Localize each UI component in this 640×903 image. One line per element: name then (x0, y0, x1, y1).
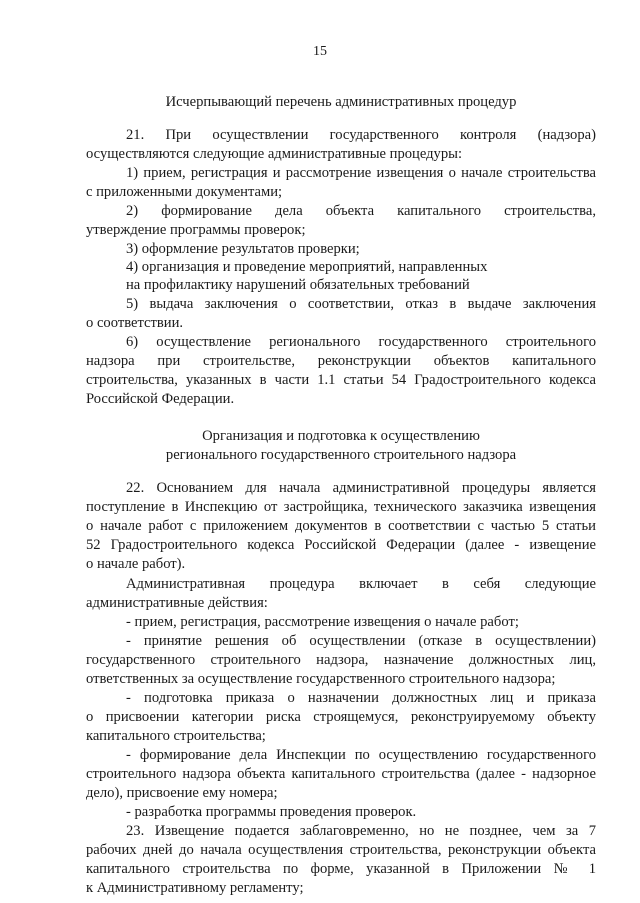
paragraph-line: утверждение программы проверок; (86, 222, 306, 238)
paragraph-line: 4) организация и проведение мероприятий, направленных (126, 259, 488, 275)
paragraph-line: о соответствии. (86, 315, 184, 331)
paragraph-line: на профилактику нарушений обязательных требований (126, 277, 470, 293)
paragraph-line: ответственных за осуществление государственного строительного надзора; (86, 671, 556, 687)
paragraph-line: дело), присвоение ему номера; (86, 785, 278, 801)
paragraph-line: 2) формирование дела объекта капитального строительства, (126, 203, 596, 219)
paragraph-line: о присвоении категории риска строящемуся, реконструируемому объекту (86, 709, 596, 725)
paragraph-line: надзора при строительстве, реконструкции объектов капитального (86, 353, 596, 369)
paragraph-line: рабочих дней до начала осуществления строительства, реконструкции объекта (86, 842, 596, 858)
paragraph-line: осуществляются следующие административные процедуры: (86, 146, 463, 162)
paragraph-line: 22. Основанием для начала административной процедуры является (126, 480, 596, 496)
paragraph-line: строительства, указанных в части 1.1 статьи 54 Градостроительного кодекса (86, 372, 596, 388)
paragraph-line: к Административному регламенту; (86, 880, 304, 896)
paragraph-line: капитального строительства по форме, указанной в Приложении № 1 (86, 861, 596, 877)
paragraph-line: капитального строительства; (86, 728, 266, 744)
page-number: 15 (313, 44, 327, 59)
paragraph-line: о начале работ с приложением документов в соответствии с частью 5 статьи (86, 518, 596, 534)
paragraph-line: - разработка программы проведения проверок. (126, 804, 417, 820)
paragraph-line: 6) осуществление регионального государственного строительного (126, 334, 596, 350)
paragraph-line: 23. Извещение подается заблаговременно, но не позднее, чем за 7 (126, 823, 596, 839)
paragraph-line: 1) прием, регистрация и рассмотрение извещения о начале строительства (126, 165, 596, 181)
paragraph-line: - прием, регистрация, рассмотрение извещения о начале работ; (126, 614, 519, 630)
paragraph-line: поступление в Инспекцию от застройщика, технического заказчика извещения (86, 499, 596, 515)
paragraph-line: Административная процедура включает в себя следующие (126, 576, 596, 592)
paragraph-line: строительного надзора объекта капитального строительства (далее - надзорное (86, 766, 596, 782)
section-title-organization-line1: Организация и подготовка к осуществлению (202, 428, 480, 444)
paragraph-line: административные действия: (86, 595, 268, 611)
paragraph-line: с приложенными документами; (86, 184, 283, 200)
paragraph-line: государственного строительного надзора, назначение должностных лиц, (86, 652, 596, 668)
paragraph-line: Российской Федерации. (86, 391, 235, 407)
section-title-procedures: Исчерпывающий перечень административных процедур (165, 94, 517, 110)
paragraph-line: - принятие решения об осуществлении (отказе в осуществлении) (126, 633, 596, 649)
section-title-organization-line2: регионального государственного строительного надзора (165, 447, 517, 463)
paragraph-line: 5) выдача заключения о соответствии, отказ в выдаче заключения (126, 296, 596, 312)
paragraph-line: 52 Градостроительного кодекса Российской Федерации (далее - извещение (86, 537, 596, 553)
paragraph-line: о начале работ). (86, 556, 186, 572)
paragraph-line: 3) оформление результатов проверки; (126, 241, 360, 257)
paragraph-line: 21. При осуществлении государственного контроля (надзора) (126, 127, 596, 143)
paragraph-line: - подготовка приказа о назначении должностных лиц и приказа (126, 690, 596, 706)
paragraph-line: - формирование дела Инспекции по осуществлению государственного (126, 747, 596, 763)
